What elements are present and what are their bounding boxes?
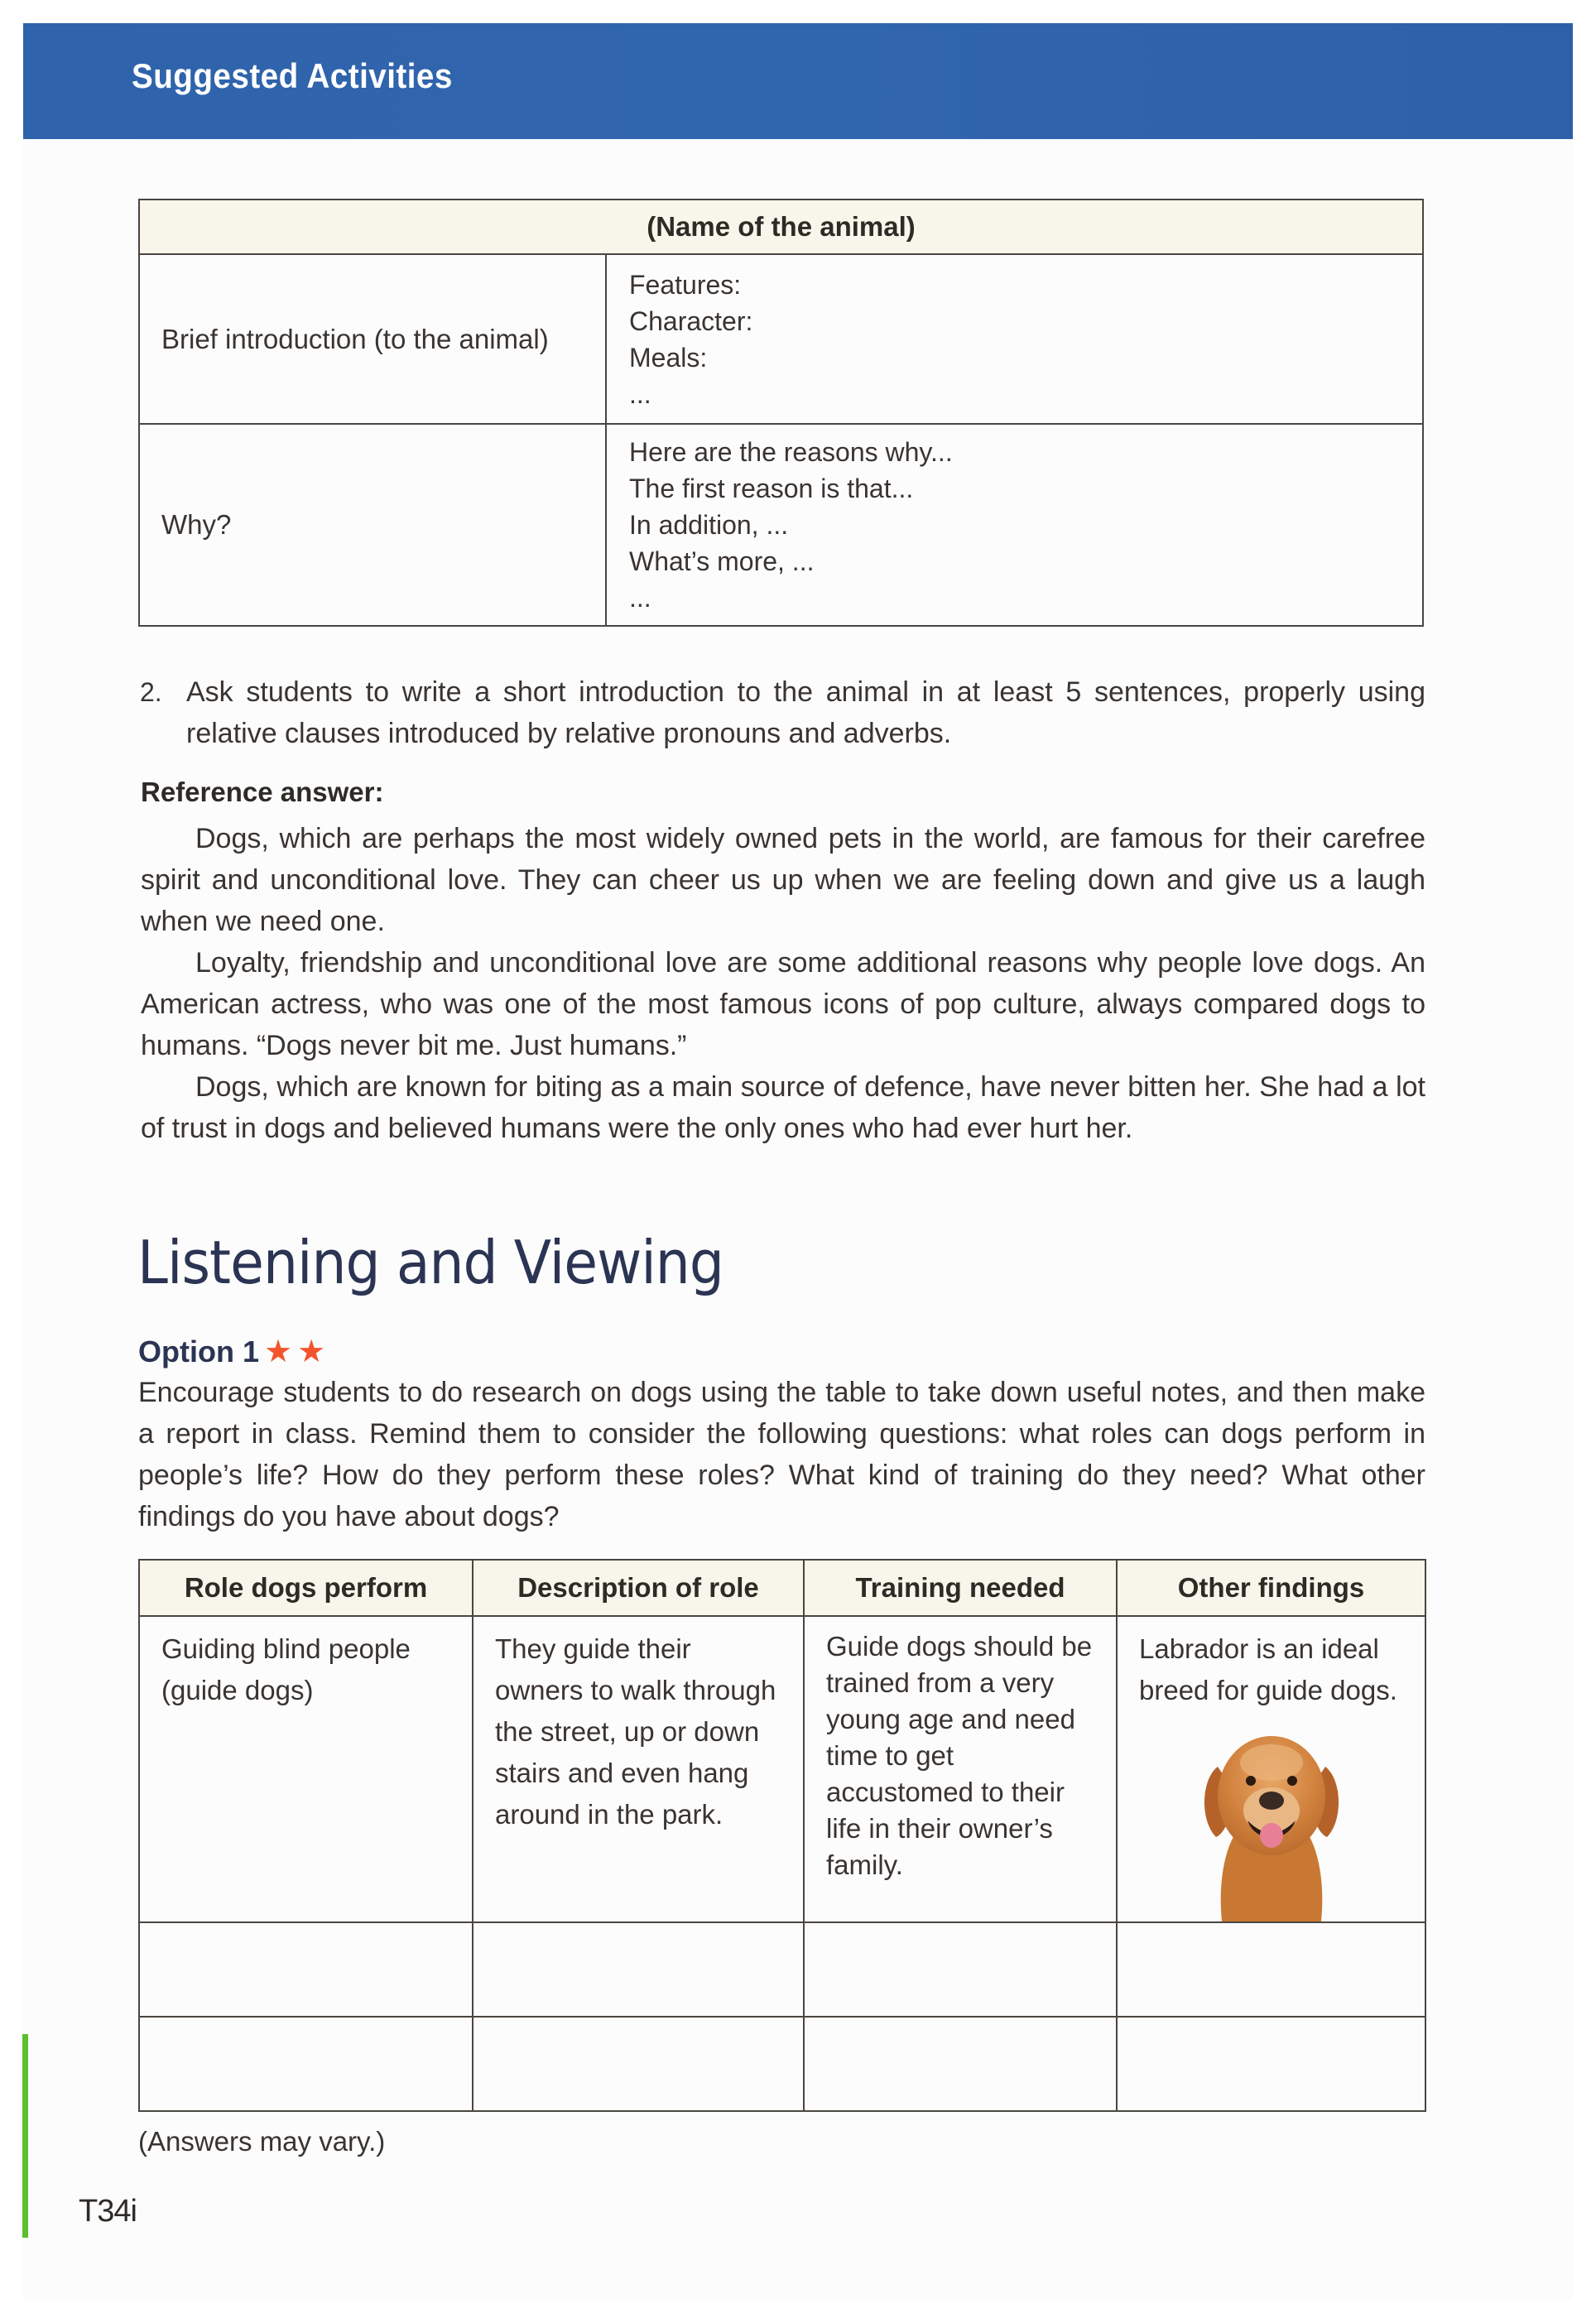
star-icon: ★ — [297, 1335, 326, 1369]
table-header-animal-name: (Name of the animal) — [139, 200, 1423, 254]
table-row-empty — [139, 2017, 1425, 2111]
line-reasons: Here are the reasons why... — [629, 437, 953, 467]
line-ellipsis: ... — [629, 583, 651, 613]
table-row — [139, 1616, 1425, 1922]
cell-role: Guiding blind people (guide dogs) — [139, 1616, 473, 1922]
header-description: Description of role — [473, 1560, 804, 1616]
cell-training: Guide dogs should be trained from a very young age and need time to get accustomed to their life in their owner’s family. — [804, 1616, 1117, 1922]
option-instructions: Encourage students to do research on dogs using the table to take down useful notes, and then make a report in class. Remind them to consider the following questions: what roles can dogs perform in people’s life? How do they perform these roles? What kind of training do they need? What other findings do you have about dogs? — [138, 1377, 1425, 1532]
row-label-why: Why? — [139, 424, 606, 626]
table-row — [139, 254, 1423, 424]
cell-findings — [1117, 1616, 1425, 1922]
line-ellipsis: ... — [629, 378, 651, 409]
line-in-addition: In addition, ... — [629, 510, 789, 540]
row-label-intro: Brief introduction (to the animal) — [139, 254, 606, 424]
findings-text: Labrador is an ideal breed for guide dogs. — [1139, 1633, 1397, 1705]
empty-cell — [139, 2017, 473, 2111]
empty-cell — [804, 2017, 1117, 2111]
empty-cell — [1117, 2017, 1425, 2111]
cell-description: They guide their owners to walk through the street, up or down stairs and even hang around in the park. — [473, 1616, 804, 1922]
table-row-empty — [139, 1922, 1425, 2017]
line-character: Character: — [629, 305, 753, 336]
reference-paragraph-2: Loyalty, friendship and unconditional love are some additional reasons why people love dogs. An American actress, who was one of the most famous icons of pop culture, always compared dogs to humans. “Dogs never bit me. Just humans.” — [141, 947, 1425, 1061]
answers-note: (Answers may vary.) — [138, 2126, 386, 2157]
activity-number: 2. — [140, 677, 162, 707]
empty-cell — [804, 1922, 1117, 2017]
empty-cell — [139, 1922, 473, 2017]
row-content-intro — [606, 254, 1423, 424]
star-icon: ★ — [264, 1335, 293, 1369]
reference-paragraph-1: Dogs, which are perhaps the most widely owned pets in the world, are famous for their carefree spirit and unconditional love. They can cheer us up when we are feeling down and give us a laugh when we need one. — [141, 823, 1425, 937]
header-training: Training needed — [804, 1560, 1117, 1616]
activity-2-text: Ask students to write a short introduction to the animal in at least 5 sentences, properly using relative clauses introduced by relative pronouns and adverbs. — [186, 676, 1425, 749]
banner-title: Suggested Activities — [132, 56, 453, 95]
golden-dog-image — [1193, 1729, 1350, 1921]
empty-cell — [473, 2017, 804, 2111]
animal-intro-table — [138, 199, 1424, 627]
line-features: Features: — [629, 269, 742, 300]
line-first-reason: The first reason is that... — [629, 474, 914, 503]
dog-research-table — [138, 1559, 1426, 2112]
page-number: T34i — [79, 2194, 137, 2229]
line-meals: Meals: — [629, 342, 708, 373]
reference-paragraph-3: Dogs, which are known for biting as a main source of defence, have never bitten her. She had a lot of trust in dogs and believed humans were the only ones who had ever hurt her. — [141, 1071, 1425, 1144]
page-accent-bar — [22, 2034, 28, 2238]
option-label: Option 1 — [138, 1335, 259, 1368]
row-content-why — [606, 424, 1423, 626]
section-title: Listening and Viewing — [137, 1228, 723, 1297]
reference-answer-label: Reference answer: — [141, 777, 384, 807]
header-findings: Other findings — [1117, 1560, 1425, 1616]
table-row — [139, 424, 1423, 626]
line-whats-more: What’s more, ... — [629, 546, 815, 576]
empty-cell — [473, 1922, 804, 2017]
empty-cell — [1117, 1922, 1425, 2017]
option-heading — [138, 1333, 325, 1370]
header-role: Role dogs perform — [139, 1560, 473, 1616]
